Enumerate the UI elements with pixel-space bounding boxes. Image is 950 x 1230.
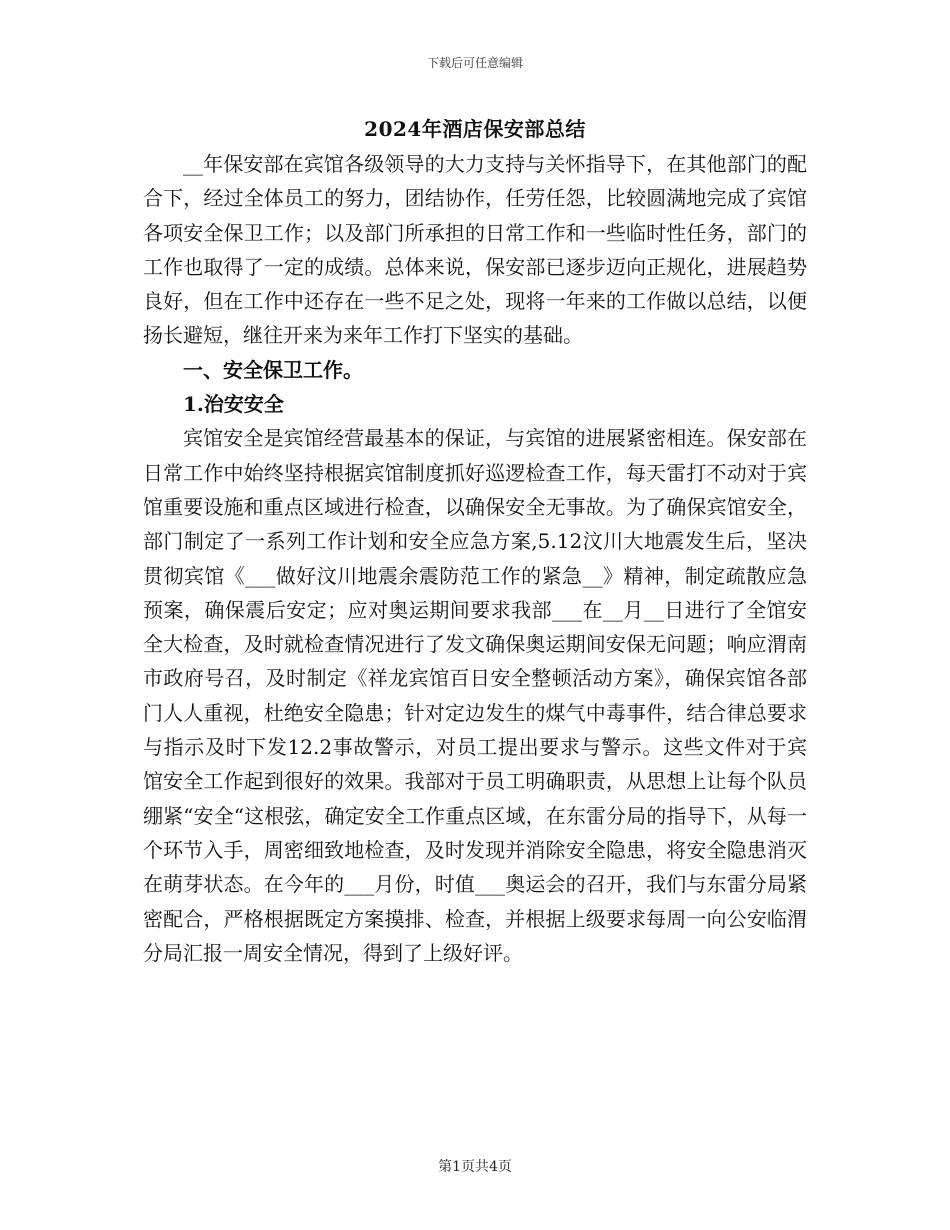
intro-paragraph: __年保安部在宾馆各级领导的大力支持与关怀指导下，在其他部门的配合下，经过全体员工的努力，团结协作，任劳任怨，比较圆满地完成了宾馆各项安全保卫工作；以及部门所承担的日常工作和一些临时性任务，部门的工作也取得了一定的成绩。总体来说，保安部已逐步迈向正规化，进展趋势良好，但在工作中还存在一些不足之处，现将一年来的工作做以总结，以便扬长避短，继往开来为来年工作打下坚实的基础。 (143, 152, 807, 348)
page-number: 第1页共4页 (438, 1159, 512, 1175)
body-paragraph: 宾馆安全是宾馆经营最基本的保证，与宾馆的进展紧密相连。保安部在日常工作中始终坚持根据宾馆制度抓好巡逻检查工作，每天雷打不动对于宾馆重要设施和重点区域进行检查，以确保安全无事故。为了确保宾馆安全，部门制定了一系列工作计划和安全应急方案,5.12汶川大地震发生后，坚决贯彻宾馆《___做好汶川地震余震防范工作的紧急__》精神，制定疏散应急预案，确保震后安定；应对奥运期间要求我部___在__月__日进行了全馆安全大检查，及时就检查情况进行了发文确保奥运期间安保无问题；响应渭南市政府号召，及时制定《祥龙宾馆百日安全整顿活动方案》，确保宾馆各部门人人重视，杜绝安全隐患；针对定边发生的煤气中毒事件，结合律总要求与指示及时下发12.2事故警示，对员工提出要求与警示。这些文件对于宾馆安全工作起到很好的效果。我部对于员工明确职责，从思想上让每个队员绷紧“安全“这根弦，确定安全工作重点区域，在东雷分局的指导下，从每一个环节入手，周密细致地检查，及时发现并消除安全隐患，将安全隐患消灭在萌芽状态。在今年的___月份，时值___奥运会的召开，我们与东雷分局紧密配合，严格根据既定方案摸排、检查，并根据上级要求每周一向公安临渭分局汇报一周安全情况，得到了上级好评。 (143, 426, 807, 965)
document-title: 2024年酒店保安部总结 (364, 117, 586, 141)
document-body (143, 147, 807, 970)
section-heading: 一、安全保卫工作。 (183, 357, 363, 382)
subsection-heading: 1.治安安全 (183, 392, 284, 417)
header-note: 下载后可任意编辑 (426, 56, 523, 70)
